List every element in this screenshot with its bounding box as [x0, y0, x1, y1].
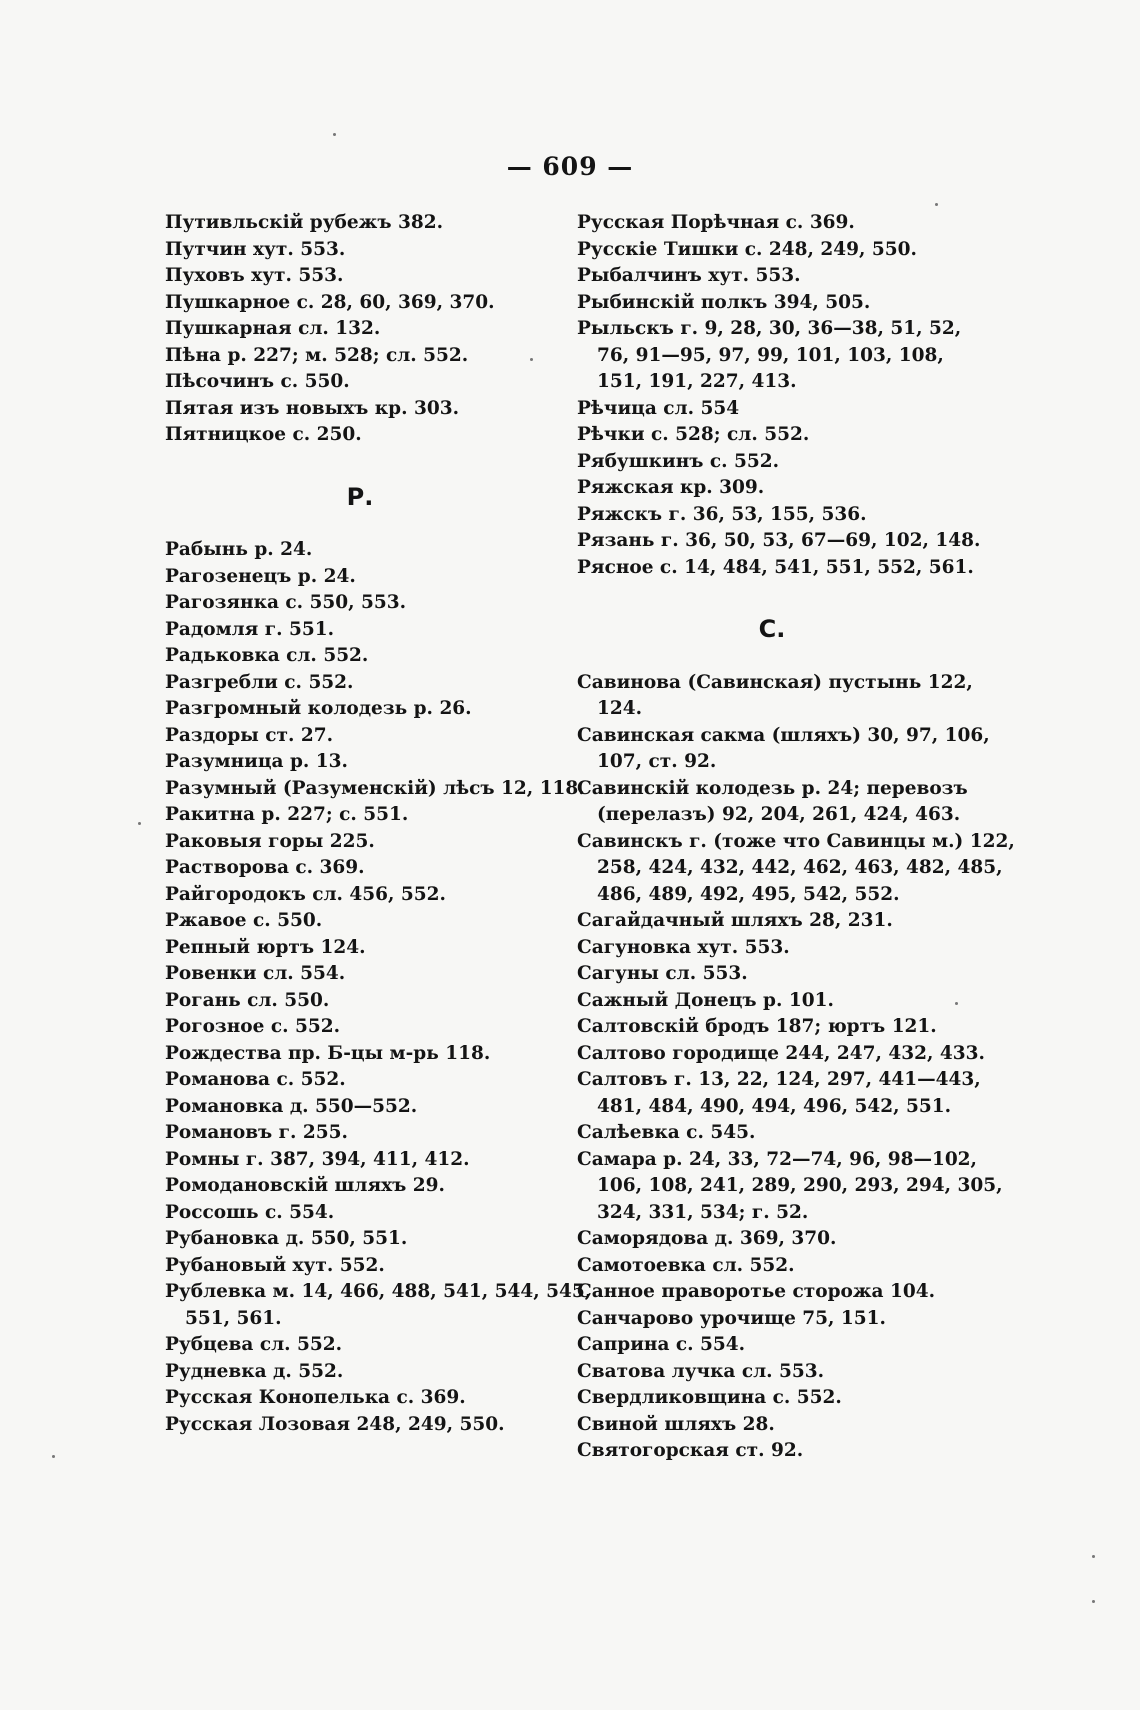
index-entry: Рабынь р. 24.	[165, 539, 313, 560]
page-number: — 609 —	[506, 152, 634, 181]
index-entry: Сагуны сл. 553.	[577, 963, 748, 984]
index-entry: Саприна с. 554.	[577, 1334, 746, 1355]
index-entry: Разумница р. 13.	[165, 751, 348, 772]
index-entry: Санчарово урочище 75, 151.	[577, 1307, 886, 1329]
index-entry: Рубцева сл. 552.	[165, 1334, 343, 1355]
index-entry: Райгородокъ сл. 456, 552.	[165, 883, 446, 905]
index-entry: Пушкарное с. 28, 60, 369, 370.	[165, 291, 495, 313]
index-entry: Рагозянка с. 550, 553.	[165, 592, 407, 613]
index-entry: Ряжскъ г. 36, 53, 155, 536.	[577, 503, 867, 525]
index-entry: Ржавое с. 550.	[165, 910, 323, 931]
index-entry: Путивльскій рубежъ 382.	[165, 212, 444, 233]
index-entry: Рѣчки с. 528; сл. 552.	[577, 424, 810, 445]
index-entry: Россошь с. 554.	[165, 1201, 335, 1223]
scan-speck	[1092, 1555, 1095, 1558]
index-entry: Салтовъ г. 13, 22, 124, 297, 441—443, 481, 484, 490, 494, 496, 542, 551.	[577, 1069, 981, 1117]
index-entry: Разумный (Разуменскій) лѣсъ 12, 118.	[165, 777, 585, 799]
index-entry: Сватова лучка сл. 553.	[577, 1360, 825, 1382]
index-entry: Рагозенецъ р. 24.	[165, 565, 356, 587]
index-entry: Романовка д. 550—552.	[165, 1095, 418, 1117]
entry-group-r-cont	[577, 210, 981, 581]
index-entry: Рубановка д. 550, 551.	[165, 1228, 408, 1249]
index-entry: Самотоевка сл. 552.	[577, 1254, 795, 1276]
index-entry: Рябушкинъ с. 552.	[577, 450, 780, 472]
index-entry: Савинова (Савинская) пустынь 122, 124.	[577, 671, 973, 719]
section-heading-s: С.	[758, 615, 786, 643]
index-entry: Самара р. 24, 33, 72—74, 96, 98—102, 106, 108, 241, 289, 290, 293, 294, 305, 324, 331, 534; г. 52.	[577, 1148, 1003, 1223]
index-entry: Пятницкое с. 250.	[165, 424, 362, 445]
entry-group-r	[165, 537, 592, 1438]
scan-speck	[333, 133, 336, 136]
scan-speck	[935, 203, 938, 206]
index-entry: Пушкарная сл. 132.	[165, 318, 381, 339]
index-entry: Рудневка д. 552.	[165, 1360, 344, 1382]
index-entry: Салтовскій бродъ 187; юртъ 121.	[577, 1016, 937, 1037]
index-entry: Раздоры ст. 27.	[165, 724, 334, 746]
index-entry: Сагайдачный шляхъ 28, 231.	[577, 910, 893, 931]
index-entry: Рождества пр. Б-цы м-рь 118.	[165, 1042, 491, 1064]
index-entry: Романовъ г. 255.	[165, 1122, 348, 1143]
scan-speck	[52, 1455, 55, 1458]
index-entry: Путчин хут. 553.	[165, 238, 346, 260]
section-heading-r: Р.	[346, 482, 374, 511]
index-entry: Ракитна р. 227; с. 551.	[165, 804, 409, 825]
scan-speck	[1092, 1600, 1095, 1603]
index-entry: Рублевка м. 14, 466, 488, 541, 544, 545, 551, 561.	[165, 1281, 592, 1329]
index-column-left	[165, 210, 592, 1438]
index-entry: Русскіе Тишки с. 248, 249, 550.	[577, 238, 917, 260]
index-entry: Рубановый хут. 552.	[165, 1254, 385, 1276]
index-entry: Пуховъ хут. 553.	[165, 265, 344, 286]
index-column-right	[577, 210, 1015, 1465]
index-entry: Пѣна р. 227; м. 528; сл. 552.	[165, 344, 469, 366]
index-entry: Саморядова д. 369, 370.	[577, 1228, 837, 1249]
index-entry: Рѣчица сл. 554	[577, 397, 740, 419]
scan-speck	[530, 358, 533, 361]
index-entry: Рыбалчинъ хут. 553.	[577, 265, 801, 286]
index-entry: Санное праворотье сторожа 104.	[577, 1281, 936, 1302]
entry-group-s	[577, 670, 1015, 1465]
index-entry: Русская Порѣчная с. 369.	[577, 212, 855, 233]
index-entry: Савинская сакма (шляхъ) 30, 97, 106, 107, ст. 92.	[577, 724, 990, 772]
index-entry: Ровенки сл. 554.	[165, 963, 346, 984]
index-entry: Салтово городище 244, 247, 432, 433.	[577, 1042, 985, 1064]
scan-speck	[138, 822, 141, 825]
index-entry: Рясное с. 14, 484, 541, 551, 552, 561.	[577, 556, 974, 578]
index-entry: Рогозное с. 552.	[165, 1016, 341, 1037]
index-entry: Пятая изъ новыхъ кр. 303.	[165, 397, 460, 419]
index-entry: Салѣевка с. 545.	[577, 1122, 756, 1143]
index-entry: Савинскій колодезь р. 24; перевозъ (перелазъ) 92, 204, 261, 424, 463.	[577, 777, 968, 825]
index-entry: Святогорская ст. 92.	[577, 1440, 804, 1461]
index-entry: Радьковка сл. 552.	[165, 645, 369, 666]
index-entry: Репный юртъ 124.	[165, 936, 366, 958]
index-entry: Ряжская кр. 309.	[577, 477, 765, 498]
index-entry: Сажный Донецъ р. 101.	[577, 989, 834, 1011]
index-entry: Савинскъ г. (тоже что Савинцы м.) 122, 258, 424, 432, 442, 462, 463, 482, 485, 486, 489, 492, 495, 542, 552.	[577, 830, 1015, 905]
index-entry: Ромодановскій шляхъ 29.	[165, 1175, 445, 1196]
index-entry: Романова с. 552.	[165, 1069, 346, 1090]
index-entry: Рогань сл. 550.	[165, 989, 330, 1011]
index-entry: Сагуновка хут. 553.	[577, 936, 790, 958]
index-entry: Радомля г. 551.	[165, 618, 335, 640]
index-entry: Русская Конопелька с. 369.	[165, 1387, 466, 1408]
index-entry: Рязань г. 36, 50, 53, 67—69, 102, 148.	[577, 530, 981, 551]
index-entry: Русская Лозовая 248, 249, 550.	[165, 1413, 505, 1435]
index-entry: Рыльскъ г. 9, 28, 30, 36—38, 51, 52, 76, 91—95, 97, 99, 101, 103, 108, 151, 191, 227, 413.	[577, 318, 962, 392]
index-entry: Свиной шляхъ 28.	[577, 1413, 775, 1435]
index-entry: Свердликовщина с. 552.	[577, 1387, 842, 1408]
scan-speck	[955, 1002, 958, 1005]
entry-group-p	[165, 210, 565, 449]
index-entry: Раковыя горы 225.	[165, 830, 375, 852]
index-entry: Рыбинскій полкъ 394, 505.	[577, 291, 871, 313]
index-entry: Разгромный колодезь р. 26.	[165, 698, 472, 719]
index-entry: Ромны г. 387, 394, 411, 412.	[165, 1148, 470, 1170]
index-entry: Пѣсочинъ с. 550.	[165, 371, 350, 392]
index-entry: Растворова с. 369.	[165, 857, 365, 878]
index-entry: Разгребли с. 552.	[165, 671, 354, 693]
